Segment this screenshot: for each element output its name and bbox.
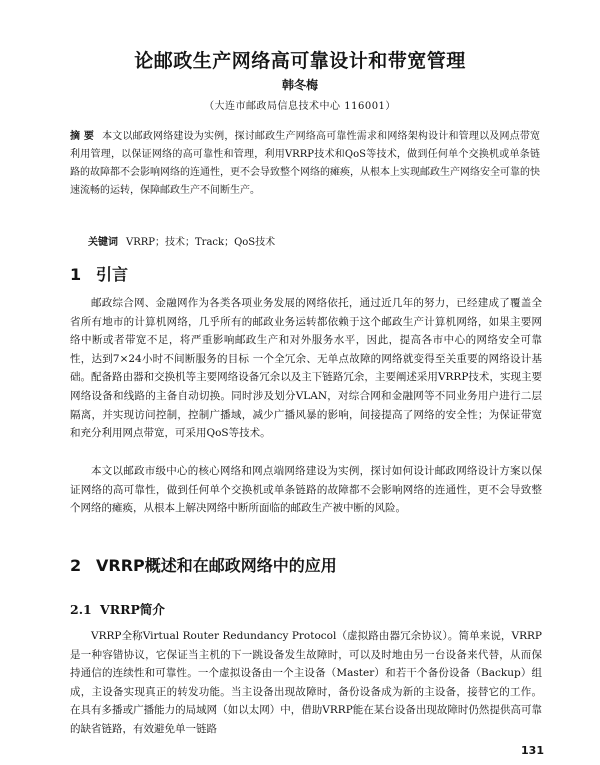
section-1-paragraph-1: 邮政综合网、金融网作为各类各项业务发展的网络依托，通过近几年的努力，已经建成了覆盖全省所有地市的计算机网络，几乎所有的邮政业务运转都依赖于这个邮政生产计算机网络，如果主要网络中断或者带宽不足，将严重影响邮政生产和对外服务水平，因此，提高各市中心的网络安全可靠性，达到7×24小时不间断服务的目标 一个全冗余、无单点故障的网络就变得至关重要的网络设计基础。配备路由器和交换机等主要网络设备冗余以及主下链路冗余，主要阐述采用VRRP技术，实现主要网络设备和线路的主备自动切换。同时涉及划分VLAN，对综合网和金融网等不同业务用户进行二层隔离，并实现访问控制，控制广播域，减少广播风暴的影响，间接提高了网络的安全性；为保证带宽和充分利用网点带宽，可采用QoS等技术。 xyxy=(70,297,542,440)
abstract-label: 摘 要 xyxy=(70,131,95,142)
author-affiliation: （大连市邮政局信息技术中心 116001） xyxy=(204,101,396,112)
abstract xyxy=(70,128,540,200)
section-2-number: 2 xyxy=(70,556,82,575)
keywords xyxy=(88,235,538,251)
subsection-2-1-heading xyxy=(70,600,165,618)
section-1-number: 1 xyxy=(70,265,82,284)
abstract-text: 本文以邮政网络建设为实例，探讨邮政生产网络高可靠性需求和网络架构设计和管理以及网点带宽利用管理，以保证网络的高可靠性和管理，利用VRRP技术和QoS等技术，做到任何单个交换机或单条链路的故障都不会影响网络的连通性，更不会导致整个网络的瘫痪，从根本上实现邮政生产网络安全可靠的快速流畅的运转，保障邮政生产不间断生产。 xyxy=(70,131,541,196)
section-1-heading xyxy=(70,262,128,285)
section-1-title: 引言 xyxy=(96,265,129,284)
subsection-2-1-number: 2.1 xyxy=(70,602,92,617)
section-2-title: VRRP概述和在邮政网络中的应用 xyxy=(96,556,337,575)
subsection-2-1-paragraph-1: VRRP全称Virtual Router Redundancy Protocol（虚拟路由器冗余协议）。简单来说，VRRP是一种容错协议，它保证当主机的下一跳设备发生故障时，可以及时地由另一台设备来代替，从而保持通信的连续性和可靠性。一个虚拟设备由一个主设备（Master）和若干个备份设备（Backup）组成，主设备实现真正的转发功能。当主设备出现故障时，备份设备成为新的主设备，接替它的工作。在具有多播或广播能力的局域网（如以太网）中，借助VRRP能在某台设备出现故障时仍然提供高可靠的缺省链路，有效避免单一链路 xyxy=(70,630,542,735)
paper-title: 论邮政生产网络高可靠设计和带宽管理 xyxy=(134,50,466,72)
section-2-heading xyxy=(70,553,337,576)
keywords-text: VRRP；技术；Track；QoS技术 xyxy=(126,237,276,248)
section-1-paragraph-2: 本文以邮政市级中心的核心网络和网点端网络建设为实例，探讨如何设计邮政网络设计方案以保证网络的高可靠性，做到任何单个交换机或单条链路的故障都不会影响网络的连通性，更不会导致整个网络的瘫痪，从根本上解决网络中断所面临的邮政生产被中断的风险。 xyxy=(70,465,542,515)
page-number: 131 xyxy=(521,744,544,757)
subsection-2-1-title: VRRP简介 xyxy=(100,602,165,617)
author-name: 韩冬梅 xyxy=(281,78,318,92)
keywords-label: 关键词 xyxy=(88,237,118,248)
